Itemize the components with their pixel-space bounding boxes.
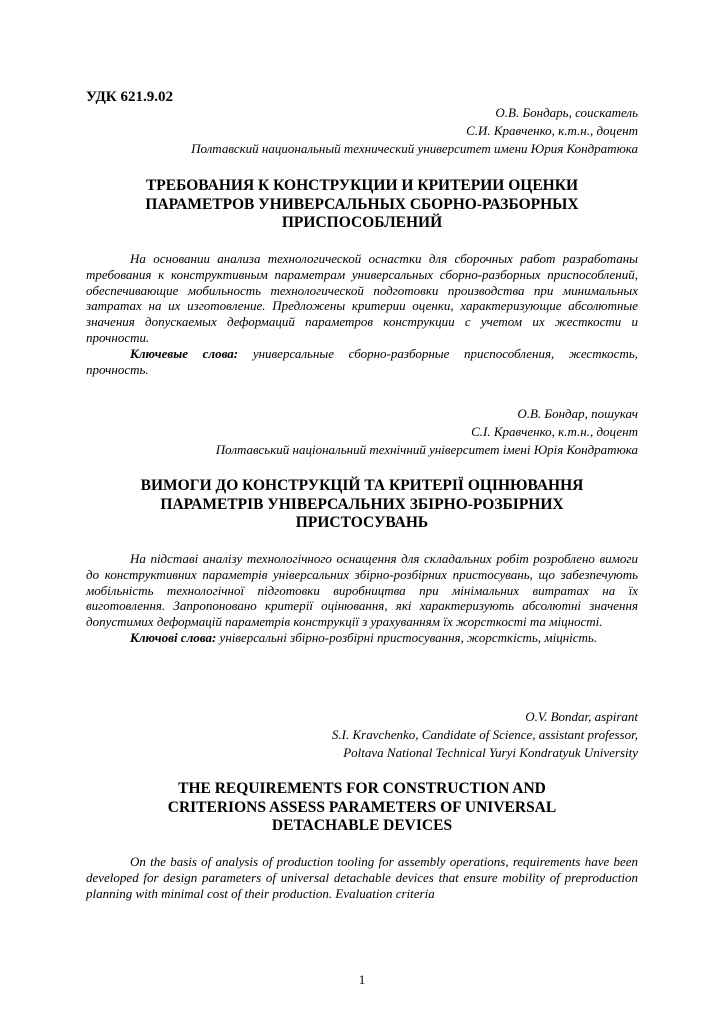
- ru-author-2: С.И. Кравченко, к.т.н., доцент: [466, 123, 638, 138]
- ua-author-2: С.І. Кравченко, к.т.н., доцент: [471, 424, 638, 439]
- ua-abstract-text: На підставі аналізу технологічного оснащення для складальних робіт розроблено вимоги до конструктивних параметрів універсальних збірно-розбірних пристосувань, що забезпечують мобільність технологічної підготовки виробництва при мінімальних витратах на їх виготовлення. Запропоновано критерії оцінювання, які характеризують абсолютні значення допустимих деформацій параметрів конструкції з урахуванням їх жорсткості та міцності.: [86, 551, 638, 630]
- ru-title-line-2: ПАРАМЕТРОВ УНИВЕРСАЛЬНЫХ СБОРНО-РАЗБОРНЫХ: [145, 195, 579, 213]
- ua-author-1: О.В. Бондар, пошукач: [517, 406, 638, 421]
- en-title-line-2: CRITERIONS ASSESS PARAMETERS OF UNIVERSAL: [167, 798, 557, 816]
- ru-keywords-label: Ключевые слова:: [130, 345, 239, 361]
- ru-abstract: [86, 251, 638, 377]
- ru-abstract-text: На основании анализа технологической оснастки для сборочных работ разработаны требования к конструктивным параметрам универсальных сборно-разборных приспособлений, обеспечивающие мобильность технологической подготовки производства при минимальных затратах на их изготовление. Предложены критерии оценки, характеризующие абсолютные значения допускаемых деформаций параметров конструкции с учетом их жесткости и прочности.: [86, 251, 638, 345]
- en-title: [86, 780, 638, 836]
- en-abstract-text: On the basis of analysis of production tooling for assembly operations, requirements have been developed for design parameters of universal detachable devices that ensure mobility of preproduction planning with minimal cost of their production. Evaluation criteria: [86, 854, 638, 901]
- ua-authors: [216, 405, 638, 459]
- ru-title-line-1: ТРЕБОВАНИЯ К КОНСТРУКЦИИ И КРИТЕРИИ ОЦЕНКИ: [145, 177, 579, 194]
- ru-keywords: [86, 346, 638, 378]
- ua-title-line-2: ПАРАМЕТРІВ УНІВЕРСАЛЬНИХ ЗБІРНО-РОЗБІРНИХ: [160, 495, 564, 513]
- en-author-2: S.I. Kravchenko, Candidate of Science, assistant professor,: [331, 727, 638, 742]
- en-author-1: O.V. Bondar, aspirant: [525, 709, 638, 724]
- paper-page: [86, 0, 638, 1024]
- page-number: 1: [358, 972, 366, 987]
- ua-keywords-label: Ключові слова:: [130, 629, 217, 645]
- ua-keywords-text: універсальні збірно-розбірні пристосування, жорсткість, міцність.: [219, 629, 598, 645]
- en-abstract: [86, 854, 638, 901]
- ru-affiliation: Полтавский национальный технический университет имени Юрия Кондратюка: [191, 141, 638, 156]
- ua-title-line-1: ВИМОГИ ДО КОНСТРУКЦІЙ ТА КРИТЕРІЇ ОЦІНЮВАННЯ: [140, 477, 584, 494]
- ru-title: [86, 177, 638, 233]
- en-authors: [332, 708, 638, 762]
- ua-abstract: [86, 551, 638, 646]
- ua-title-line-3: ПРИСТОСУВАНЬ: [295, 514, 429, 531]
- ru-title-line-3: ПРИСПОСОБЛЕНИЙ: [281, 214, 443, 231]
- ua-keywords: [86, 630, 638, 646]
- ru-keywords-text: универсальные сборно-разборные приспособления, жесткость, прочность.: [86, 345, 639, 377]
- ua-affiliation: Полтавський національний технічний університет імені Юрія Кондратюка: [215, 442, 638, 457]
- en-title-line-1: THE REQUIREMENTS FOR CONSTRUCTION AND: [178, 780, 546, 797]
- ru-author-1: О.В. Бондарь, соискатель: [495, 105, 638, 120]
- en-title-line-3: DETACHABLE DEVICES: [271, 817, 453, 834]
- ru-authors: [191, 104, 638, 158]
- ua-title: [86, 477, 638, 533]
- udc-code: УДК 621.9.02: [86, 89, 173, 105]
- en-affiliation: Poltava National Technical Yuryi Kondratyuk University: [343, 745, 638, 760]
